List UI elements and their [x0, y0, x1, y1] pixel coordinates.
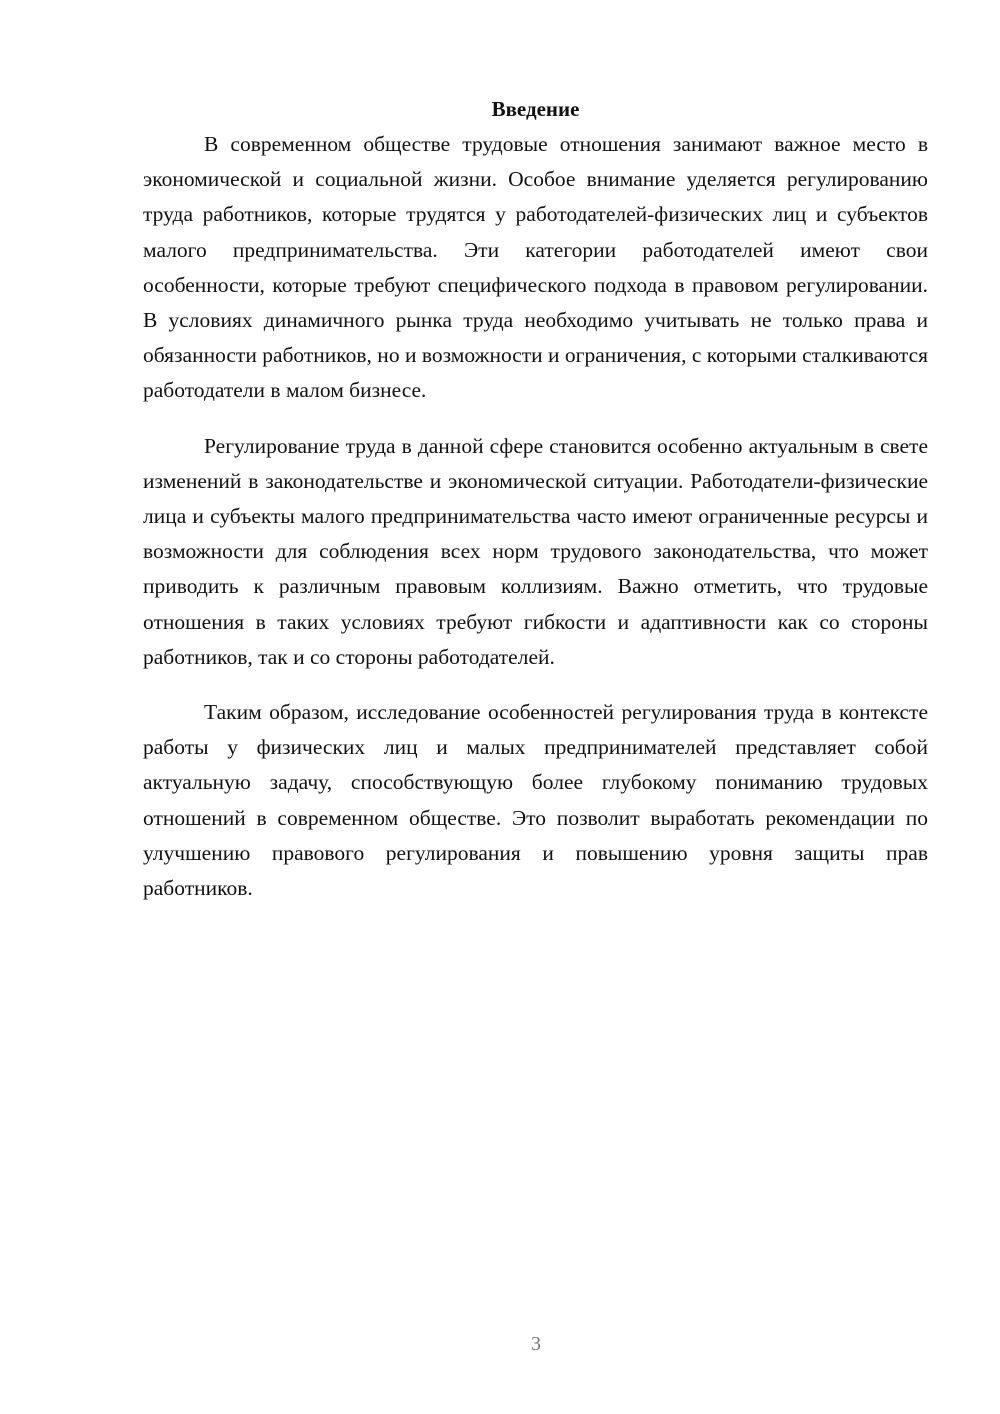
page-number: 3	[531, 1333, 541, 1355]
page-content	[143, 92, 928, 906]
paragraph-1: В современном обществе трудовые отношения занимают важное место в экономической и социальной жизни. Особое внимание уделяется регулированию труда работников, которые трудятся у работодателей-физических лиц и субъектов малого предпринимательства. Эти категории работодателей имеют свои особенности, которые требуют специфического подхода в правовом регулировании. В условиях динамичного рынка труда необходимо учитывать не только права и обязанности работников, но и возможности и ограничения, с которыми сталкиваются работодатели в малом бизнесе.	[143, 132, 928, 403]
paragraph-3: Таким образом, исследование особенностей регулирования труда в контексте работы у физических лиц и малых предпринимателей представляет собой актуальную задачу, способствующую более глубокому пониманию трудовых отношений в современном обществе. Это позволит выработать рекомендации по улучшению правового регулирования и повышению уровня защиты прав работников.	[143, 700, 928, 901]
paragraph-2: Регулирование труда в данной сфере становится особенно актуальным в свете изменений в законодательстве и экономической ситуации. Работодатели-физические лица и субъекты малого предпринимательства часто имеют ограниченные ресурсы и возможности для соблюдения всех норм трудового законодательства, что может приводить к различным правовым коллизиям. Важно отметить, что трудовые отношения в таких условиях требуют гибкости и адаптивности как со стороны работников, так и со стороны работодателей.	[143, 433, 928, 669]
section-title: Введение	[491, 97, 580, 121]
